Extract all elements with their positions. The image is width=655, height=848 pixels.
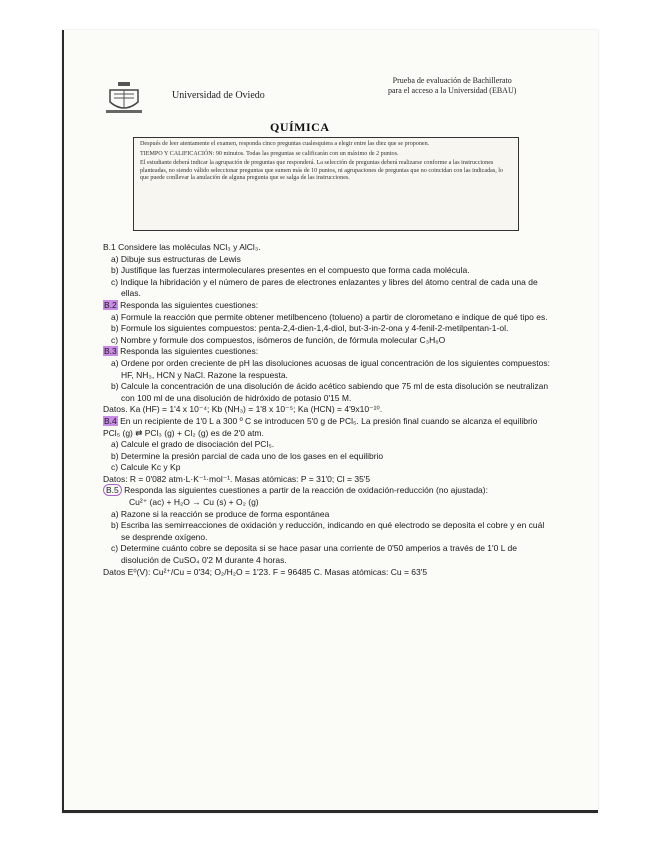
question-item: b) Justifique las fuerzas intermoleculares presentes en el compuesto que forma cada molécula.: [111, 265, 470, 276]
question-stem: Considere las moléculas NCl₃ y AlCl₃.: [118, 242, 261, 252]
question-item: a) Formule la reacción que permite obtener metilbenceno (tolueno) a partir de clorometano e indique de qué tipo es.: [111, 311, 548, 322]
question-number: B.1: [103, 242, 116, 252]
question-item: c) Determine cuánto cobre se deposita si se hace pasar una corriente de 0'50 amperios a través de 1'0 L de disolución de CuSO₄ 0'2 M durante 4 horas.: [111, 543, 517, 566]
exam-title-line1: Prueba de evaluación de Bachillerato: [392, 76, 512, 85]
exam-title-line2: para el acceso a la Universidad (EBAU): [388, 86, 517, 95]
question-item: a) Calcule el grado de disociación del PCl₅.: [111, 439, 275, 450]
question-item: c) Indique la hibridación y el número de pares de electrones enlazantes y libres del átomo central de cada una de ellas.: [111, 276, 538, 299]
question-item: b) Determine la presión parcial de cada uno de los gases en el equilibrio: [111, 450, 384, 461]
questions: [103, 242, 555, 578]
question-item: b) Calcule la concentración de una disolución de ácido acético sabiendo que 75 ml de esta disolución se neutralizan con 100 ml de una disolución de hidróxido de potasio 0'15 M.: [111, 381, 549, 403]
question-b4: [103, 416, 555, 486]
question-stem: Responda las siguientes cuestiones a partir de la reacción de oxidación-reducción (no ajustada):: [124, 485, 488, 496]
question-b3: [103, 346, 555, 416]
question-number: B.4: [104, 415, 117, 426]
question-data: Datos: R = 0'082 atm·L·K⁻¹·mol⁻¹. Masas atómicas: P = 31'0; Cl = 35'5: [103, 473, 371, 484]
question-item: a) Dibuje sus estructuras de Lewis: [111, 253, 241, 264]
subject-title: QUÍMICA: [270, 120, 330, 134]
exam-title: [388, 76, 516, 96]
question-data: Datos E⁰(V): Cu²⁺/Cu = 0'34; O₂/H₂O = 1'23. F = 96485 C. Masas atómicas: Cu = 63'5: [103, 566, 428, 577]
question-item: b) Escriba las semirreacciones de oxidación y reducción, indicando en qué electrodo se deposita el cobre y en cuál se desprende oxígeno.: [111, 520, 545, 542]
instructions-box: [133, 137, 519, 231]
university-crest-icon: [104, 80, 144, 116]
question-item: b) Formule los siguientes compuestos: penta-2,4-dien-1,4-diol, but-3-in-2-ona y 4-fenil-2-metilpentan-1-ol.: [111, 323, 509, 334]
question-stem: Responda las siguientes cuestiones:: [120, 346, 259, 357]
university-name: Universidad de Oviedo: [172, 90, 265, 101]
question-item: c) Nombre y formule dos compuestos, isómeros de función, de fórmula molecular C₃H₆O: [111, 334, 446, 345]
question-b5: [103, 485, 555, 578]
instruction-text: El estudiante deberá indicar la agrupación de preguntas que responderá. La selección de preguntas deberá realizarse conforme a las instrucciones planteadas, no siendo válido seleccionar preguntas que sumen más de 10 puntos, ni agrupaciones de preguntas que no coincidan con las indicadas, lo que puede conllevar la anulación de alguna pregunta que se salga de las instrucciones.: [140, 160, 503, 182]
question-stem: En un recipiente de 1'0 L a 300 º C se introducen 5'0 g de PCl₅. La presión final cuando se alcanza el equilibrio PCl₅ (g) ⇄ PCl₃ (g) + Cl₂ (g) es de 2'0 atm.: [103, 415, 538, 438]
question-data: Datos. Ka (HF) = 1'4 x 10⁻⁴; Kb (NH₃) = 1'8 x 10⁻⁵; Ka (HCN) = 4'9x10⁻¹⁰.: [103, 404, 383, 415]
question-number: B.3: [104, 346, 117, 357]
question-item: a) Ordene por orden creciente de pH las disoluciones acuosas de igual concentración de los siguientes compuestos: HF, NH₃, HCN y NaCl. Razone la respuesta.: [111, 357, 550, 380]
question-item: c) Calcule Kc y Kp: [111, 462, 181, 473]
question-b1: [103, 242, 555, 300]
instruction-text: Después de leer atentamente el examen, responda cinco preguntas cualesquiera a elegir entre las diez que se proponen.: [140, 141, 430, 147]
question-number: B.5: [103, 484, 122, 496]
question-item: a) Razone si la reacción se produce de forma espontánea: [111, 508, 330, 519]
question-number: B.2: [104, 299, 117, 310]
question-stem: Responda las siguientes cuestiones:: [120, 299, 259, 310]
question-b2: [103, 300, 555, 346]
reaction-equation: Cu²⁺ (ac) + H₂O → Cu (s) + O₂ (g): [129, 497, 259, 508]
instruction-text: TIEMPO Y CALIFICACIÓN: 90 minutos. Todas las preguntas se calificarán con un máximo de 2 puntos.: [140, 150, 399, 157]
